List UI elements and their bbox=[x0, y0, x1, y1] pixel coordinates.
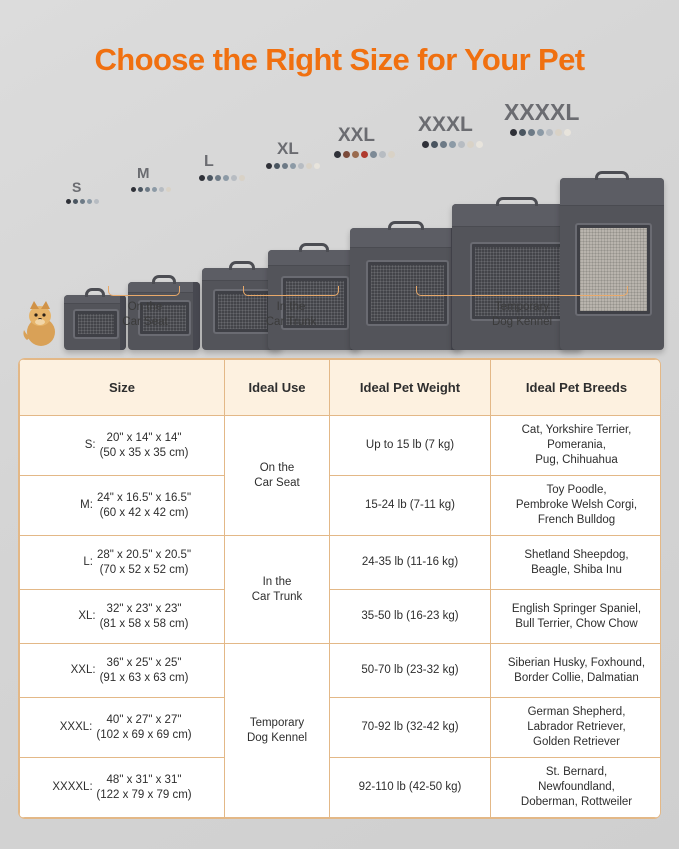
size-dimensions-inches: 32" x 23" x 23" bbox=[106, 602, 182, 615]
col-header-ideal-use: Ideal Use bbox=[225, 360, 330, 416]
bracket-label-line2: Dog Kennel bbox=[491, 316, 553, 328]
carrier-top bbox=[350, 228, 462, 248]
color-swatch-dot bbox=[73, 199, 78, 204]
cell-ideal-pet-weight: 92-110 lb (42-50 kg) bbox=[330, 758, 491, 818]
color-swatch-dot bbox=[94, 199, 99, 204]
breed-line: French Bulldog bbox=[537, 514, 616, 526]
col-header-ideal-pet-weight: Ideal Pet Weight bbox=[330, 360, 491, 416]
size-dimensions bbox=[97, 491, 191, 521]
size-dimensions bbox=[97, 548, 191, 578]
breed-line: Labrador Retriever, bbox=[527, 721, 626, 733]
color-swatch-dot bbox=[131, 187, 136, 192]
size-dimensions-inches: 48" x 31" x 31" bbox=[106, 773, 182, 786]
breed-line: Pomerania, bbox=[547, 439, 606, 451]
size-dimensions-cm: (122 x 79 x 79 cm) bbox=[96, 788, 192, 801]
size-dimensions bbox=[96, 773, 191, 803]
table-body bbox=[20, 416, 662, 818]
size-dimensions-inches: 24" x 16.5" x 16.5" bbox=[96, 491, 192, 504]
carrier-top bbox=[268, 250, 360, 266]
color-swatch-dot bbox=[343, 151, 350, 158]
color-swatch-dot bbox=[528, 129, 535, 136]
swatch-dots-xxxl bbox=[422, 141, 483, 148]
table-row bbox=[20, 758, 662, 818]
color-swatch-dot bbox=[564, 129, 571, 136]
ideal-use-line1: Temporary bbox=[249, 716, 305, 729]
cell-ideal-pet-weight: 70-92 lb (32-42 kg) bbox=[330, 698, 491, 758]
breed-line: St. Bernard, bbox=[545, 766, 608, 778]
swatch-dots-l bbox=[199, 175, 245, 181]
cell-ideal-pet-weight: 24-35 lb (11-16 kg) bbox=[330, 536, 491, 590]
color-swatch-dot bbox=[449, 141, 456, 148]
color-swatch-dot bbox=[519, 129, 526, 136]
size-key: XXXXL: bbox=[52, 781, 93, 793]
size-chart-table bbox=[19, 359, 661, 818]
use-case-brackets bbox=[0, 286, 679, 352]
carrier-handle bbox=[496, 197, 538, 206]
color-swatch-dot bbox=[282, 163, 288, 169]
color-swatch-dot bbox=[537, 129, 544, 136]
size-label-s: S bbox=[72, 179, 82, 195]
carrier-handle bbox=[388, 221, 424, 230]
size-label-l: L bbox=[204, 153, 214, 170]
color-swatch-dot bbox=[274, 163, 280, 169]
size-dimensions-cm: (70 x 52 x 52 cm) bbox=[99, 563, 189, 576]
swatch-dots-xl bbox=[266, 163, 320, 169]
ideal-use-line1: In the bbox=[262, 575, 292, 588]
size-dimensions-inches: 36" x 25" x 25" bbox=[106, 656, 182, 669]
ideal-use-line2: Car Trunk bbox=[251, 590, 303, 603]
color-swatch-dot bbox=[215, 175, 221, 181]
cell-ideal-pet-breeds bbox=[491, 416, 662, 476]
breed-line: English Springer Spaniel, bbox=[511, 602, 642, 615]
bracket-label-line1: In the bbox=[276, 301, 306, 313]
cell-ideal-pet-weight: 50-70 lb (23-32 kg) bbox=[330, 644, 491, 698]
cell-size bbox=[20, 416, 225, 476]
bracket-label-line2: Car Seat bbox=[122, 316, 168, 328]
color-swatch-dot bbox=[314, 163, 320, 169]
bracket-label-line1: Temporary bbox=[494, 301, 550, 313]
cell-ideal-use bbox=[225, 536, 330, 644]
breed-line: Shetland Sheepdog, bbox=[524, 548, 629, 561]
size-label-xxxxl: XXXXL bbox=[504, 99, 580, 125]
page-title: Choose the Right Size for Your Pet bbox=[94, 42, 585, 77]
breed-line: Toy Poodle, bbox=[546, 484, 607, 496]
carrier-handle bbox=[229, 261, 255, 270]
color-swatch-dot bbox=[80, 199, 85, 204]
color-swatch-dot bbox=[422, 141, 429, 148]
ideal-use-line2: Dog Kennel bbox=[246, 731, 308, 744]
color-swatch-dot bbox=[87, 199, 92, 204]
bracket-label-car-trunk bbox=[246, 300, 336, 330]
cell-ideal-pet-breeds bbox=[491, 644, 662, 698]
carrier-handle bbox=[595, 171, 628, 180]
size-dimensions-cm: (60 x 42 x 42 cm) bbox=[99, 506, 189, 519]
size-dimensions-cm: (102 x 69 x 69 cm) bbox=[96, 728, 192, 741]
swatch-dots-xxl bbox=[334, 151, 395, 158]
size-dimensions-inches: 28" x 20.5" x 20.5" bbox=[96, 548, 192, 561]
cell-ideal-pet-breeds bbox=[491, 698, 662, 758]
bracket-label-car-seat bbox=[100, 300, 190, 330]
cell-ideal-pet-weight: 35-50 lb (16-23 kg) bbox=[330, 590, 491, 644]
color-swatch-dot bbox=[510, 129, 517, 136]
size-key: L: bbox=[83, 556, 93, 568]
color-swatch-dot bbox=[152, 187, 157, 192]
breed-line: Doberman, Rottweiler bbox=[520, 796, 633, 808]
size-key: XXL: bbox=[70, 664, 96, 676]
cell-ideal-pet-breeds bbox=[491, 536, 662, 590]
swatch-dots-m bbox=[131, 187, 171, 192]
cell-ideal-use bbox=[225, 644, 330, 818]
size-dimensions-cm: (50 x 35 x 35 cm) bbox=[99, 446, 189, 459]
cell-size bbox=[20, 644, 225, 698]
size-dimensions bbox=[100, 431, 189, 461]
table-header-row bbox=[20, 360, 662, 416]
cell-ideal-use bbox=[225, 416, 330, 536]
swatch-dots-s bbox=[66, 199, 99, 204]
table-row bbox=[20, 536, 662, 590]
color-swatch-dot bbox=[555, 129, 562, 136]
size-label-xxl: XXL bbox=[338, 125, 375, 146]
bracket-car-seat bbox=[108, 286, 180, 296]
color-swatch-dot bbox=[379, 151, 386, 158]
size-label-xxxl: XXXL bbox=[418, 113, 473, 136]
col-header-size: Size bbox=[20, 360, 225, 416]
color-swatch-dot bbox=[199, 175, 205, 181]
color-swatch-dot bbox=[334, 151, 341, 158]
size-dimensions-inches: 40" x 27" x 27" bbox=[106, 713, 182, 726]
col-header-ideal-pet-breeds: Ideal Pet Breeds bbox=[491, 360, 662, 416]
table-row bbox=[20, 416, 662, 476]
cell-size bbox=[20, 590, 225, 644]
size-label-m: M bbox=[137, 165, 150, 182]
size-key: XXXL: bbox=[59, 721, 93, 733]
color-swatch-dot bbox=[361, 151, 368, 158]
color-swatch-dot bbox=[306, 163, 312, 169]
cell-ideal-pet-weight: Up to 15 lb (7 kg) bbox=[330, 416, 491, 476]
size-label-xl: XL bbox=[277, 139, 299, 158]
size-key: S: bbox=[84, 439, 96, 451]
size-key: M: bbox=[80, 499, 93, 511]
size-dimensions bbox=[100, 656, 189, 686]
bracket-car-trunk bbox=[243, 286, 339, 296]
cell-ideal-pet-breeds bbox=[491, 476, 662, 536]
cell-ideal-pet-weight: 15-24 lb (7-11 kg) bbox=[330, 476, 491, 536]
bracket-label-line2: Car Trunk bbox=[265, 316, 317, 328]
bracket-label-line1: On the bbox=[127, 301, 163, 313]
size-chart-table-wrapper bbox=[18, 358, 661, 819]
breed-line: Cat, Yorkshire Terrier, bbox=[521, 424, 632, 436]
color-swatch-dot bbox=[388, 151, 395, 158]
breed-line: Bull Terrier, Chow Chow bbox=[515, 617, 638, 630]
color-swatch-dot bbox=[207, 175, 213, 181]
color-swatch-dot bbox=[166, 187, 171, 192]
table-row bbox=[20, 476, 662, 536]
breed-line: Golden Retriever bbox=[533, 736, 620, 748]
color-swatch-dot bbox=[239, 175, 245, 181]
bracket-dog-kennel bbox=[416, 286, 628, 296]
size-dimensions bbox=[100, 602, 189, 632]
color-swatch-dot bbox=[138, 187, 143, 192]
bracket-label-dog-kennel bbox=[477, 300, 567, 330]
size-dimensions-cm: (81 x 58 x 58 cm) bbox=[99, 617, 189, 630]
cell-ideal-pet-breeds bbox=[491, 758, 662, 818]
cell-size bbox=[20, 536, 225, 590]
color-swatch-dot bbox=[352, 151, 359, 158]
color-swatch-dot bbox=[458, 141, 465, 148]
table-row bbox=[20, 590, 662, 644]
cell-size bbox=[20, 476, 225, 536]
ideal-use-line1: On the bbox=[259, 461, 295, 474]
size-key: XL: bbox=[78, 610, 96, 622]
breed-line: Pembroke Welsh Corgi, bbox=[515, 499, 638, 511]
color-swatch-dot bbox=[66, 199, 71, 204]
color-swatch-dot bbox=[467, 141, 474, 148]
table-row bbox=[20, 644, 662, 698]
cell-size bbox=[20, 698, 225, 758]
carrier-handle bbox=[152, 275, 175, 284]
color-swatch-dot bbox=[223, 175, 229, 181]
size-dimensions bbox=[96, 713, 191, 743]
color-swatch-dot bbox=[431, 141, 438, 148]
color-swatch-dot bbox=[159, 187, 164, 192]
color-swatch-dot bbox=[290, 163, 296, 169]
color-swatch-dot bbox=[266, 163, 272, 169]
table-head bbox=[20, 360, 662, 416]
breed-line: Newfoundland, bbox=[538, 781, 615, 793]
color-swatch-dot bbox=[145, 187, 150, 192]
size-dimensions-inches: 20" x 14" x 14" bbox=[106, 431, 182, 444]
ideal-use-line2: Car Seat bbox=[254, 476, 300, 489]
breed-line: Beagle, Shiba Inu bbox=[531, 563, 622, 576]
color-swatch-dot bbox=[476, 141, 483, 148]
color-swatch-dot bbox=[370, 151, 377, 158]
breed-line: Siberian Husky, Foxhound, bbox=[507, 656, 646, 669]
color-swatch-dot bbox=[440, 141, 447, 148]
swatch-dots-xxxxl bbox=[510, 129, 571, 136]
color-swatch-dot bbox=[546, 129, 553, 136]
carrier-handle bbox=[299, 243, 328, 252]
table-row bbox=[20, 698, 662, 758]
cell-ideal-pet-breeds bbox=[491, 590, 662, 644]
breed-line: Pug, Chihuahua bbox=[535, 454, 618, 466]
breed-line: Border Collie, Dalmatian bbox=[514, 671, 639, 684]
cell-size bbox=[20, 758, 225, 818]
color-swatch-dot bbox=[231, 175, 237, 181]
carrier-top bbox=[560, 178, 664, 206]
breed-line: German Shepherd, bbox=[527, 706, 626, 718]
size-dimensions-cm: (91 x 63 x 63 cm) bbox=[99, 671, 189, 684]
color-swatch-dot bbox=[298, 163, 304, 169]
